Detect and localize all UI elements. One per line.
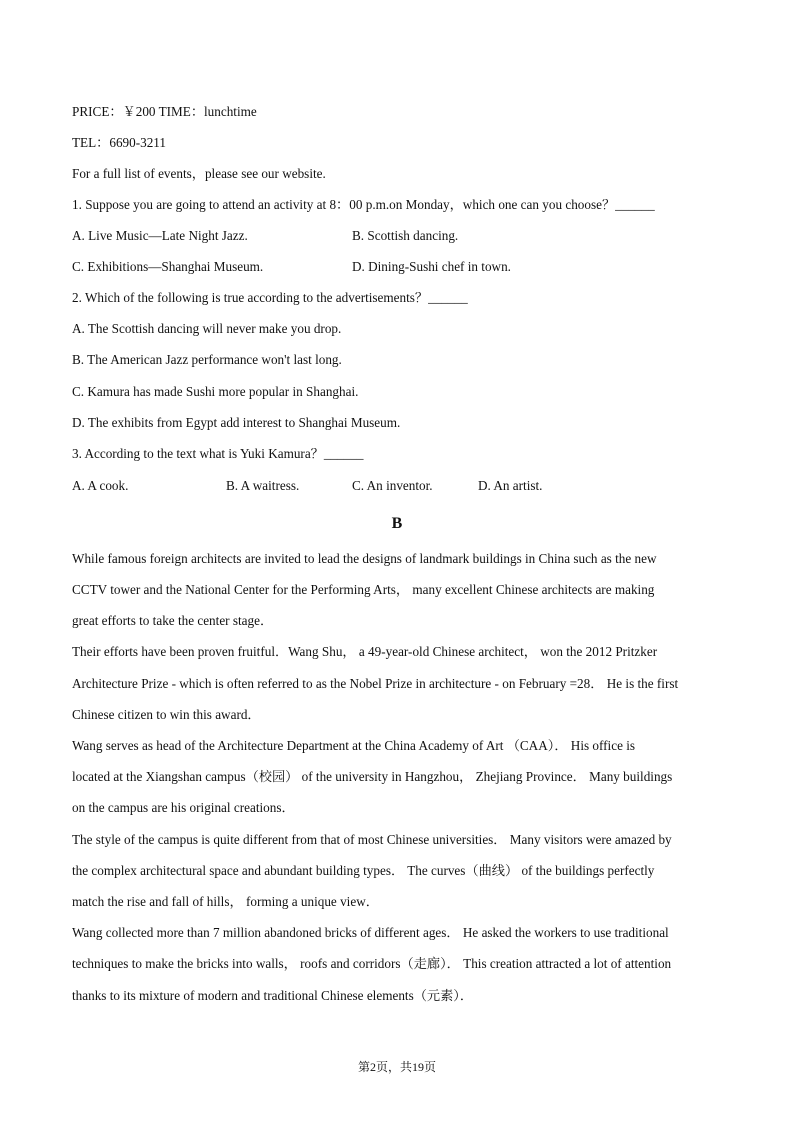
question-3-option-b: B. A waitress. [226, 478, 300, 493]
passage-line: match the rise and fall of hills， forming a unique view． [72, 894, 379, 909]
passage-line: Their efforts have been proven fruitful．Wang Shu， a 49-year-old Chinese architect， won the 2012 Pritzker [72, 644, 658, 659]
page-number-footer: 第2页，共19页 [357, 1060, 436, 1074]
question-1-option-d: D. Dining-Sushi chef in town. [352, 259, 511, 274]
website-note: For a full list of events，please see our website. [72, 166, 326, 181]
question-2-option-c: C. Kamura has made Sushi more popular in Shanghai. [72, 384, 359, 399]
tel-line: TEL：6690-3211 [72, 135, 167, 150]
passage-line: The style of the campus is quite different from that of most Chinese universities． Many visitors were amazed by [72, 832, 672, 847]
passage-line: on the campus are his original creations． [72, 800, 295, 815]
price-time-line: PRICE：￥200 TIME：lunchtime [72, 104, 257, 119]
question-2-option-a: A. The Scottish dancing will never make you drop. [72, 321, 342, 336]
question-1-stem: 1. Suppose you are going to attend an activity at 8：00 p.m.on Monday，which one can you choose？______ [72, 197, 655, 212]
passage-line: CCTV tower and the National Center for the Performing Arts， many excellent Chinese architects are making [72, 582, 655, 597]
question-3-stem: 3. According to the text what is Yuki Kamura？______ [72, 446, 364, 461]
passage-line: Wang collected more than 7 million abandoned bricks of different ages． He asked the workers to use traditional [72, 925, 669, 940]
passage-line: Wang serves as head of the Architecture Department at the China Academy of Art （CAA）． His office is [72, 738, 636, 753]
question-2-stem: 2. Which of the following is true according to the advertisements？______ [72, 290, 468, 305]
passage-line: techniques to make the bricks into walls， roofs and corridors（走廊）． This creation attracted a lot of attention [72, 956, 672, 971]
passage-line: While famous foreign architects are invited to lead the designs of landmark buildings in China such as the new [72, 551, 657, 566]
question-1-option-c: C. Exhibitions—Shanghai Museum. [72, 259, 264, 274]
passage-line: Architecture Prize - which is often referred to as the Nobel Prize in architecture - on February =28． He is the first [72, 676, 679, 691]
section-b-heading: B [391, 515, 403, 532]
question-3-option-a: A. A cook. [72, 478, 129, 493]
passage-line: located at the Xiangshan campus（校园） of the university in Hangzhou， Zhejiang Province． Many buildings [72, 769, 673, 784]
question-2-option-b: B. The American Jazz performance won't last long. [72, 352, 342, 367]
question-1-option-a: A. Live Music—Late Night Jazz. [72, 228, 248, 243]
question-2-option-d: D. The exhibits from Egypt add interest to Shanghai Museum. [72, 415, 401, 430]
question-3-option-c: C. An inventor. [352, 478, 433, 493]
question-3-option-d: D. An artist. [478, 478, 543, 493]
passage-line: the complex architectural space and abundant building types． The curves（曲线） of the buildings perfectly [72, 863, 655, 878]
passage-line: great efforts to take the center stage． [72, 613, 274, 628]
passage-line: Chinese citizen to win this award． [72, 707, 261, 722]
passage-line: thanks to its mixture of modern and traditional Chinese elements（元素）． [72, 988, 474, 1003]
question-1-option-b: B. Scottish dancing. [352, 228, 459, 243]
